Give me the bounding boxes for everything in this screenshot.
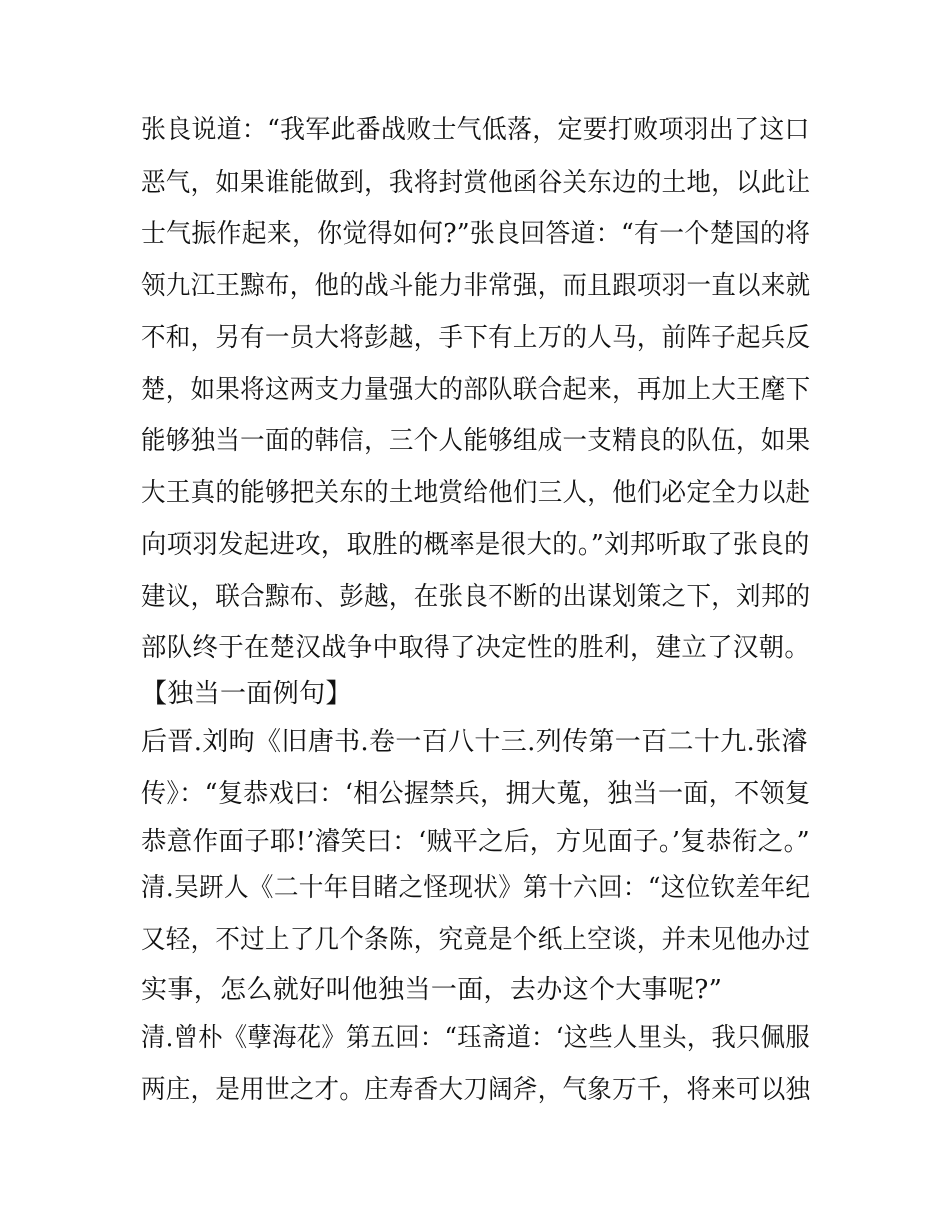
text-line-9: 向项羽发起进攻，取胜的概率是很大的。”刘邦听取了张良的 [141,530,810,560]
text-line-19: 清.曾朴《孽海花》第五回：“珏斋道：‘这些人里头，我只佩服 [141,1023,810,1053]
text-line-8: 大王真的能够把关东的土地赏给他们三人，他们必定全力以赴 [141,478,811,508]
text-line-1: 张良说道：“我军此番战败士气低落，定要打败项羽出了这口 [141,115,810,145]
text-line-3: 士气振作起来，你觉得如何?”张良回答道：“有一个楚国的将 [141,219,811,249]
section-heading: 【独当一面例句】 [141,679,352,709]
text-line-11: 部队终于在楚汉战争中取得了决定性的胜利，建立了汉朝。 [141,633,811,663]
text-line-17: 又轻，不过上了几个条陈，究竟是个纸上空谈，并未见他办过 [141,925,811,955]
text-line-15: 恭意作面子耶!’濬笑曰：‘贼平之后，方见面子。’复恭衔之。” [141,827,811,857]
text-line-5: 不和，另有一员大将彭越，手下有上万的人马，前阵子起兵反 [141,323,811,353]
text-line-10: 建议，联合黥布、彭越，在张良不断的出谋划策之下，刘邦的 [141,582,811,612]
text-line-16: 清.吴趼人《二十年目睹之怪现状》第十六回：“这位钦差年纪 [141,873,811,903]
text-line-20: 两庄，是用世之才。庄寿香大刀阔斧，气象万千，将来可以独 [141,1075,811,1105]
text-line-7: 能够独当一面的韩信，三个人能够组成一支精良的队伍，如果 [141,426,811,456]
text-line-4: 领九江王黥布，他的战斗能力非常强，而且跟项羽一直以来就 [141,271,811,301]
text-line-14: 传》：“复恭戏曰：‘相公握禁兵，拥大蒐，独当一面，不领复 [141,779,811,809]
text-line-6: 楚，如果将这两支力量强大的部队联合起来，再加上大王麾下 [141,375,811,405]
text-line-2: 恶气，如果谁能做到，我将封赏他函谷关东边的土地，以此让 [141,168,811,198]
text-line-18: 实事，怎么就好叫他独当一面，去办这个大事呢?” [141,975,723,1005]
text-line-13: 后晋.刘昫《旧唐书.卷一百八十三.列传第一百二十九.张濬 [141,727,808,757]
